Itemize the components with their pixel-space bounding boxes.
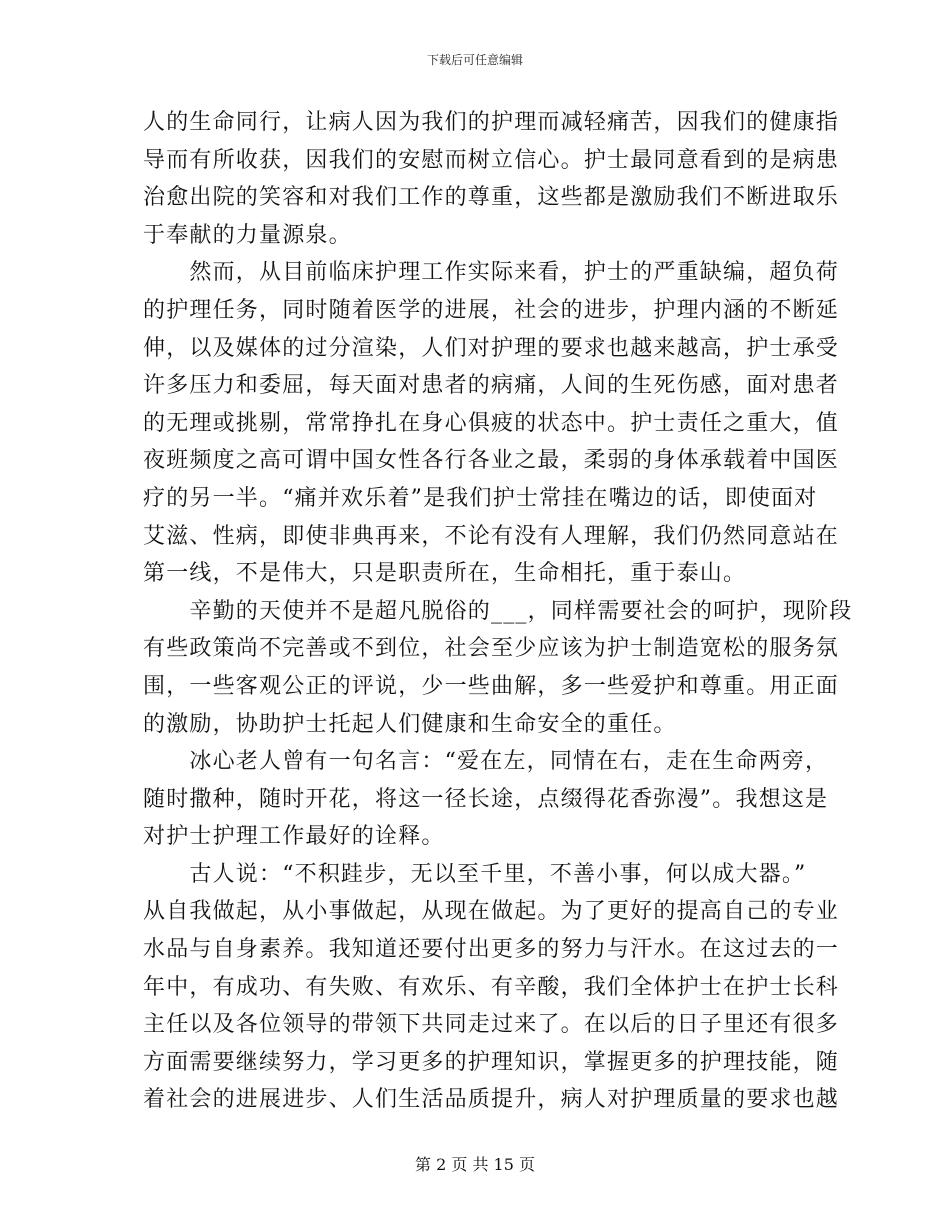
text-line: 从自我做起，从小事做起，从现在做起。为了更好的提高自己的专业 xyxy=(143,899,840,925)
text-line: 许多压力和委屈，每天面对患者的病痛，人间的生死伤感，面对患者 xyxy=(143,373,840,399)
text-line: 导而有所收获，因我们的安慰而树立信心。护士最同意看到的是病患 xyxy=(143,147,840,173)
page-header: 下载后可任意编辑 xyxy=(426,53,523,67)
text-line: 然而，从目前临床护理工作实际来看，护士的严重缺编，超负荷 xyxy=(143,260,840,286)
text-line: 对护士护理工作最好的诠释。 xyxy=(143,824,445,850)
text-line: 疗的另一半。“痛并欢乐着”是我们护士常挂在嘴边的话，即使面对 xyxy=(143,485,818,511)
text-line: 艾滋、性病，即使非典再来，不论有没有人理解，我们仍然同意站在 xyxy=(143,523,840,549)
text-line: 水品与自身素养。我知道还要付出更多的努力与汗水。在这过去的一 xyxy=(143,937,840,963)
text-line: 方面需要继续努力，学习更多的护理知识，掌握更多的护理技能，随 xyxy=(143,1049,840,1075)
text-line: 第一线，不是伟大，只是职责所在，生命相托，重于泰山。 xyxy=(143,561,747,587)
text-line: 于奉献的力量源泉。 xyxy=(143,222,352,248)
text-line: 辛勤的天使并不是超凡脱俗的___，同样需要社会的呵护，现阶段 xyxy=(143,598,853,624)
text-line: 治愈出院的笑容和对我们工作的尊重，这些都是激励我们不断进取乐 xyxy=(143,185,840,211)
text-line: 有些政策尚不完善或不到位，社会至少应该为护士制造宽松的服务氛 xyxy=(143,636,840,662)
text-line: 着社会的进展进步、人们生活品质提升，病人对护理质量的要求也越 xyxy=(143,1087,840,1113)
text-line: 随时撒种，随时开花，将这一径长途，点缀得花香弥漫”。我想这是 xyxy=(143,786,829,812)
text-line: 人的生命同行，让病人因为我们的护理而减轻痛苦，因我们的健康指 xyxy=(143,110,840,135)
text-line: 的激励，协助护士托起人们健康和生命安全的重任。 xyxy=(143,711,677,737)
text-line: 的护理任务，同时随着医学的进展，社会的进步，护理内涵的不断延 xyxy=(143,297,840,323)
text-line: 伸，以及媒体的过分渲染，人们对护理的要求也越来越高，护士承受 xyxy=(143,335,840,361)
text-line: 年中，有成功、有失败、有欢乐、有辛酸，我们全体护士在护士长科 xyxy=(143,974,840,1000)
text-line: 的无理或挑剔，常常挣扎在身心俱疲的状态中。护士责任之重大，值 xyxy=(143,410,840,436)
text-line: 冰心老人曾有一句名言：“爱在左，同情在右，走在生命两旁， xyxy=(143,749,829,775)
text-line: 围，一些客观公正的评说，少一些曲解，多一些爱护和尊重。用正面 xyxy=(143,673,840,699)
page-number: 第 2 页 共 15 页 xyxy=(415,1155,535,1174)
document-body xyxy=(143,104,853,1119)
text-line: 古人说：“不积跬步，无以至千里，不善小事，何以成大器。” xyxy=(143,861,807,887)
text-line: 主任以及各位领导的带领下共同走过来了。在以后的日子里还有很多 xyxy=(143,1012,840,1038)
text-line: 夜班频度之高可谓中国女性各行各业之最，柔弱的身体承载着中国医 xyxy=(143,448,840,474)
